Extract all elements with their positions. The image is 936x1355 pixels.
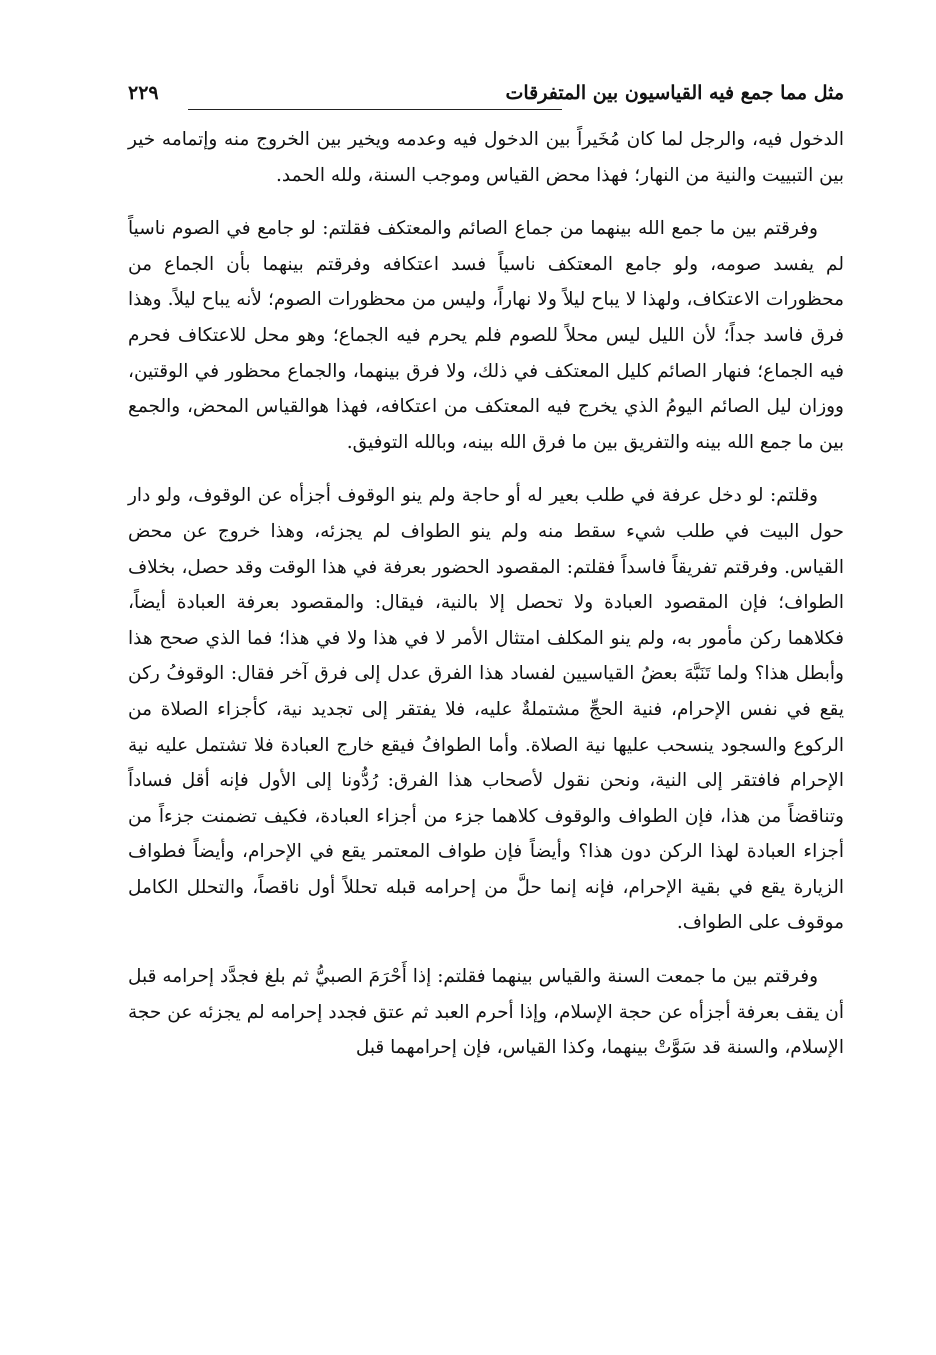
paragraph-continuation: الدخول فيه، والرجل لما كان مُخَيراً بين الدخول فيه وعدمه ويخير بين الخروج منه وإتمامه خير بين التبييت والنية من النهار؛ فهذا محض القياس وموجب السنة، ولله الحمد. bbox=[128, 129, 844, 186]
header-rule bbox=[188, 109, 562, 110]
paragraph-child-slave-ihram: وفرقتم بين ما جمعت السنة والقياس بينهما فقلتم: إذا أَحْرَمَ الصبيُّ ثم بلغ فجدَّد إحرامه قبل أن يقف بعرفة أجزأه عن حجة الإسلام، وإذا أحرم العبد ثم عتق فجدد إحرامه لم يجزئه عن حجة الإسلام، والسنة قد سَوَّتْ بينهما، وكذا القياس، فإن إحرامهما قبل bbox=[128, 966, 844, 1059]
running-header bbox=[128, 82, 844, 122]
paragraph-fasting-itikaf: وفرقتم بين ما جمع الله بينهما من جماع الصائم والمعتكف فقلتم: لو جامع في الصوم ناسياً لم يفسد صومه، ولو جامع المعتكف ناسياً فسد اعتكافه وفرقتم بينهما بأن الجماع من محظورات الاعتكاف، ولهذا لا يباح ليلاً ولا نهاراً، وليس من محظورات الصوم؛ لأنه يباح ليلاً. وهذا فرق فاسد جداً؛ لأن الليل ليس محلاً للصوم فلم يحرم فيه الجماع؛ وهو محل للاعتكاف فحرم فيه الجماع؛ فنهار الصائم كليل المعتكف في ذلك، ولا فرق بينهما، والجماع محظور في الوقتين، ووزان ليل الصائم اليومُ الذي يخرج فيه المعتكف من اعتكافه، فهذا هوالقياس المحض، والجمع بين ما جمع الله بينه والتفريق بين ما فرق الله بينه، وبالله التوفيق. bbox=[128, 218, 844, 453]
book-page bbox=[128, 82, 844, 1066]
page-number: ٢٢٩ bbox=[128, 82, 159, 104]
header-title: مثل مما جمع فيه القياسيون بين المتفرقات bbox=[505, 82, 844, 104]
body-text bbox=[128, 122, 844, 1066]
paragraph-arafah-tawaf: وقلتم: لو دخل عرفة في طلب بعير له أو حاجة ولم ينو الوقوف أجزأه عن الوقوف، ولو دار حول البيت في طلب شيء سقط منه ولم ينو الطواف لم يجزئه، وهذا خروج عن محض القياس. وفرقتم تفريقاً فاسداً فقلتم: المقصود الحضور بعرفة في هذا الوقت وقد حصل، بخلاف الطواف؛ فإن المقصود العبادة ولا تحصل إلا بالنية، فيقال: والمقصود بعرفة العبادة أيضاً، فكلاهما ركن مأمور به، ولم ينو المكلف امتثال الأمر لا في هذا ولا في هذا؛ فما الذي صحح هذا وأبطل هذا؟ ولما تَنَبَّهَ بعضُ القياسيين لفساد هذا الفرق عدل إلى فرق آخر فقال: الوقوفُ ركن يقع في نفس الإحرام، فنية الحجِّ مشتملةٌ عليه، فلا يفتقر إلى تجديد نية، كأجزاء الصلاة من الركوع والسجود ينسحب عليها نية الصلاة. وأما الطوافُ فيقع خارج العبادة فلا تشتمل عليه نية الإحرام فافتقر إلى النية، ونحن نقول لأصحاب هذا الفرق: رُدُّونا إلى الأول فإنه أقل فساداً وتناقضاً من هذا، فإن الطواف والوقوف كلاهما جزء من أجزاء العبادة، فكيف تضمنت جزءاً من أجزاء العبادة لهذا الركن دون هذا؟ وأيضاً فإن طواف المعتمر يقع في الإحرام، وأيضاً فطواف الزيارة يقع في بقية الإحرام، فإنه إنما حلَّ من إحرامه قبله تحللاً أول ناقصاً، والتحلل الكامل موقوف على الطواف. bbox=[128, 485, 844, 934]
